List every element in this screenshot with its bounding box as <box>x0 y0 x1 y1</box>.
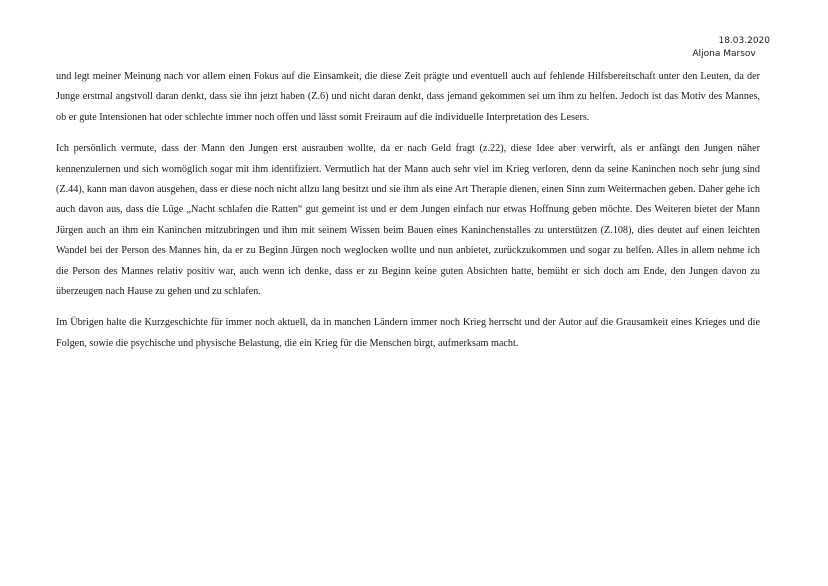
paragraph-2: Ich persönlich vermute, dass der Mann den Jungen erst ausrauben wollte, da er nach Geld fragt (z.22), diese Idee aber verwirft, als er anfängt den Jungen näher kennenzulernen und sich womöglich sogar mit ihm identifiziert. Vermutlich hat der Mann auch sehr viel im Krieg verloren, denn da seine Kaninchen noch sehr jung sind (Z.44), kann man davon ausgehen, dass er diese noch nicht allzu lang besitzt und sie ihm als eine Art Therapie dienen, einen Sinn zum Weitermachen geben. Daher gehe ich auch davon aus, dass die Lüge „Nacht schlafen die Ratten“ gut gemeint ist und er dem Jungen einfach nur etwas Hoffnung geben möchte. Des Weiteren bietet der Mann Jürgen auch an ihm ein Kaninchen mitzubringen und ihm mit seinem Wissen beim Bauen eines Kaninchenstalles zu unterstützen (Z.108), dies deutet auf einen leichten Wandel bei der Person des Mannes hin, da er zu Beginn Jürgen noch weglocken wollte und nun anbietet, zurückzukommen und sogar zu helfen. Alles in allem nehme ich die Person des Mannes relativ positiv war, auch wenn ich denke, dass er zu Beginn keine guten Absichten hatte, bemüht er sich doch am Ende, den Jungen davon zu überzeugen nach Hause zu gehen und zu schlafen. <box>56 143 760 298</box>
paragraph-3: Im Übrigen halte die Kurzgeschichte für immer noch aktuell, da in manchen Ländern immer noch Krieg herrscht und der Autor auf die Grausamkeit eines Krieges und die Folgen, sowie die psychische und physische Belastung, die ein Krieg für die Menschen birgt, aufmerksam macht. <box>56 317 760 349</box>
document-body <box>56 67 760 354</box>
header-author: Aljona Marsov <box>692 49 756 59</box>
paragraph-1: und legt meiner Meinung nach vor allem einen Fokus auf die Einsamkeit, die diese Zeit prägte und eventuell auch auf fehlende Hilfsbereitschaft unter den Leuten, da der Junge erstmal angstvoll daran denkt, dass sie ihn jetzt haben (Z.6) und nicht daran denkt, dass jemand gekommen sei um ihm zu helfen. Jedoch ist das Motiv des Mannes, ob er gute Intensionen hat oder schlechte immer noch offen und lässt somit Freiraum auf die individuelle Interpretation des Lesers. <box>56 71 760 123</box>
page-header <box>692 35 770 61</box>
header-date: 18.03.2020 <box>718 36 770 46</box>
